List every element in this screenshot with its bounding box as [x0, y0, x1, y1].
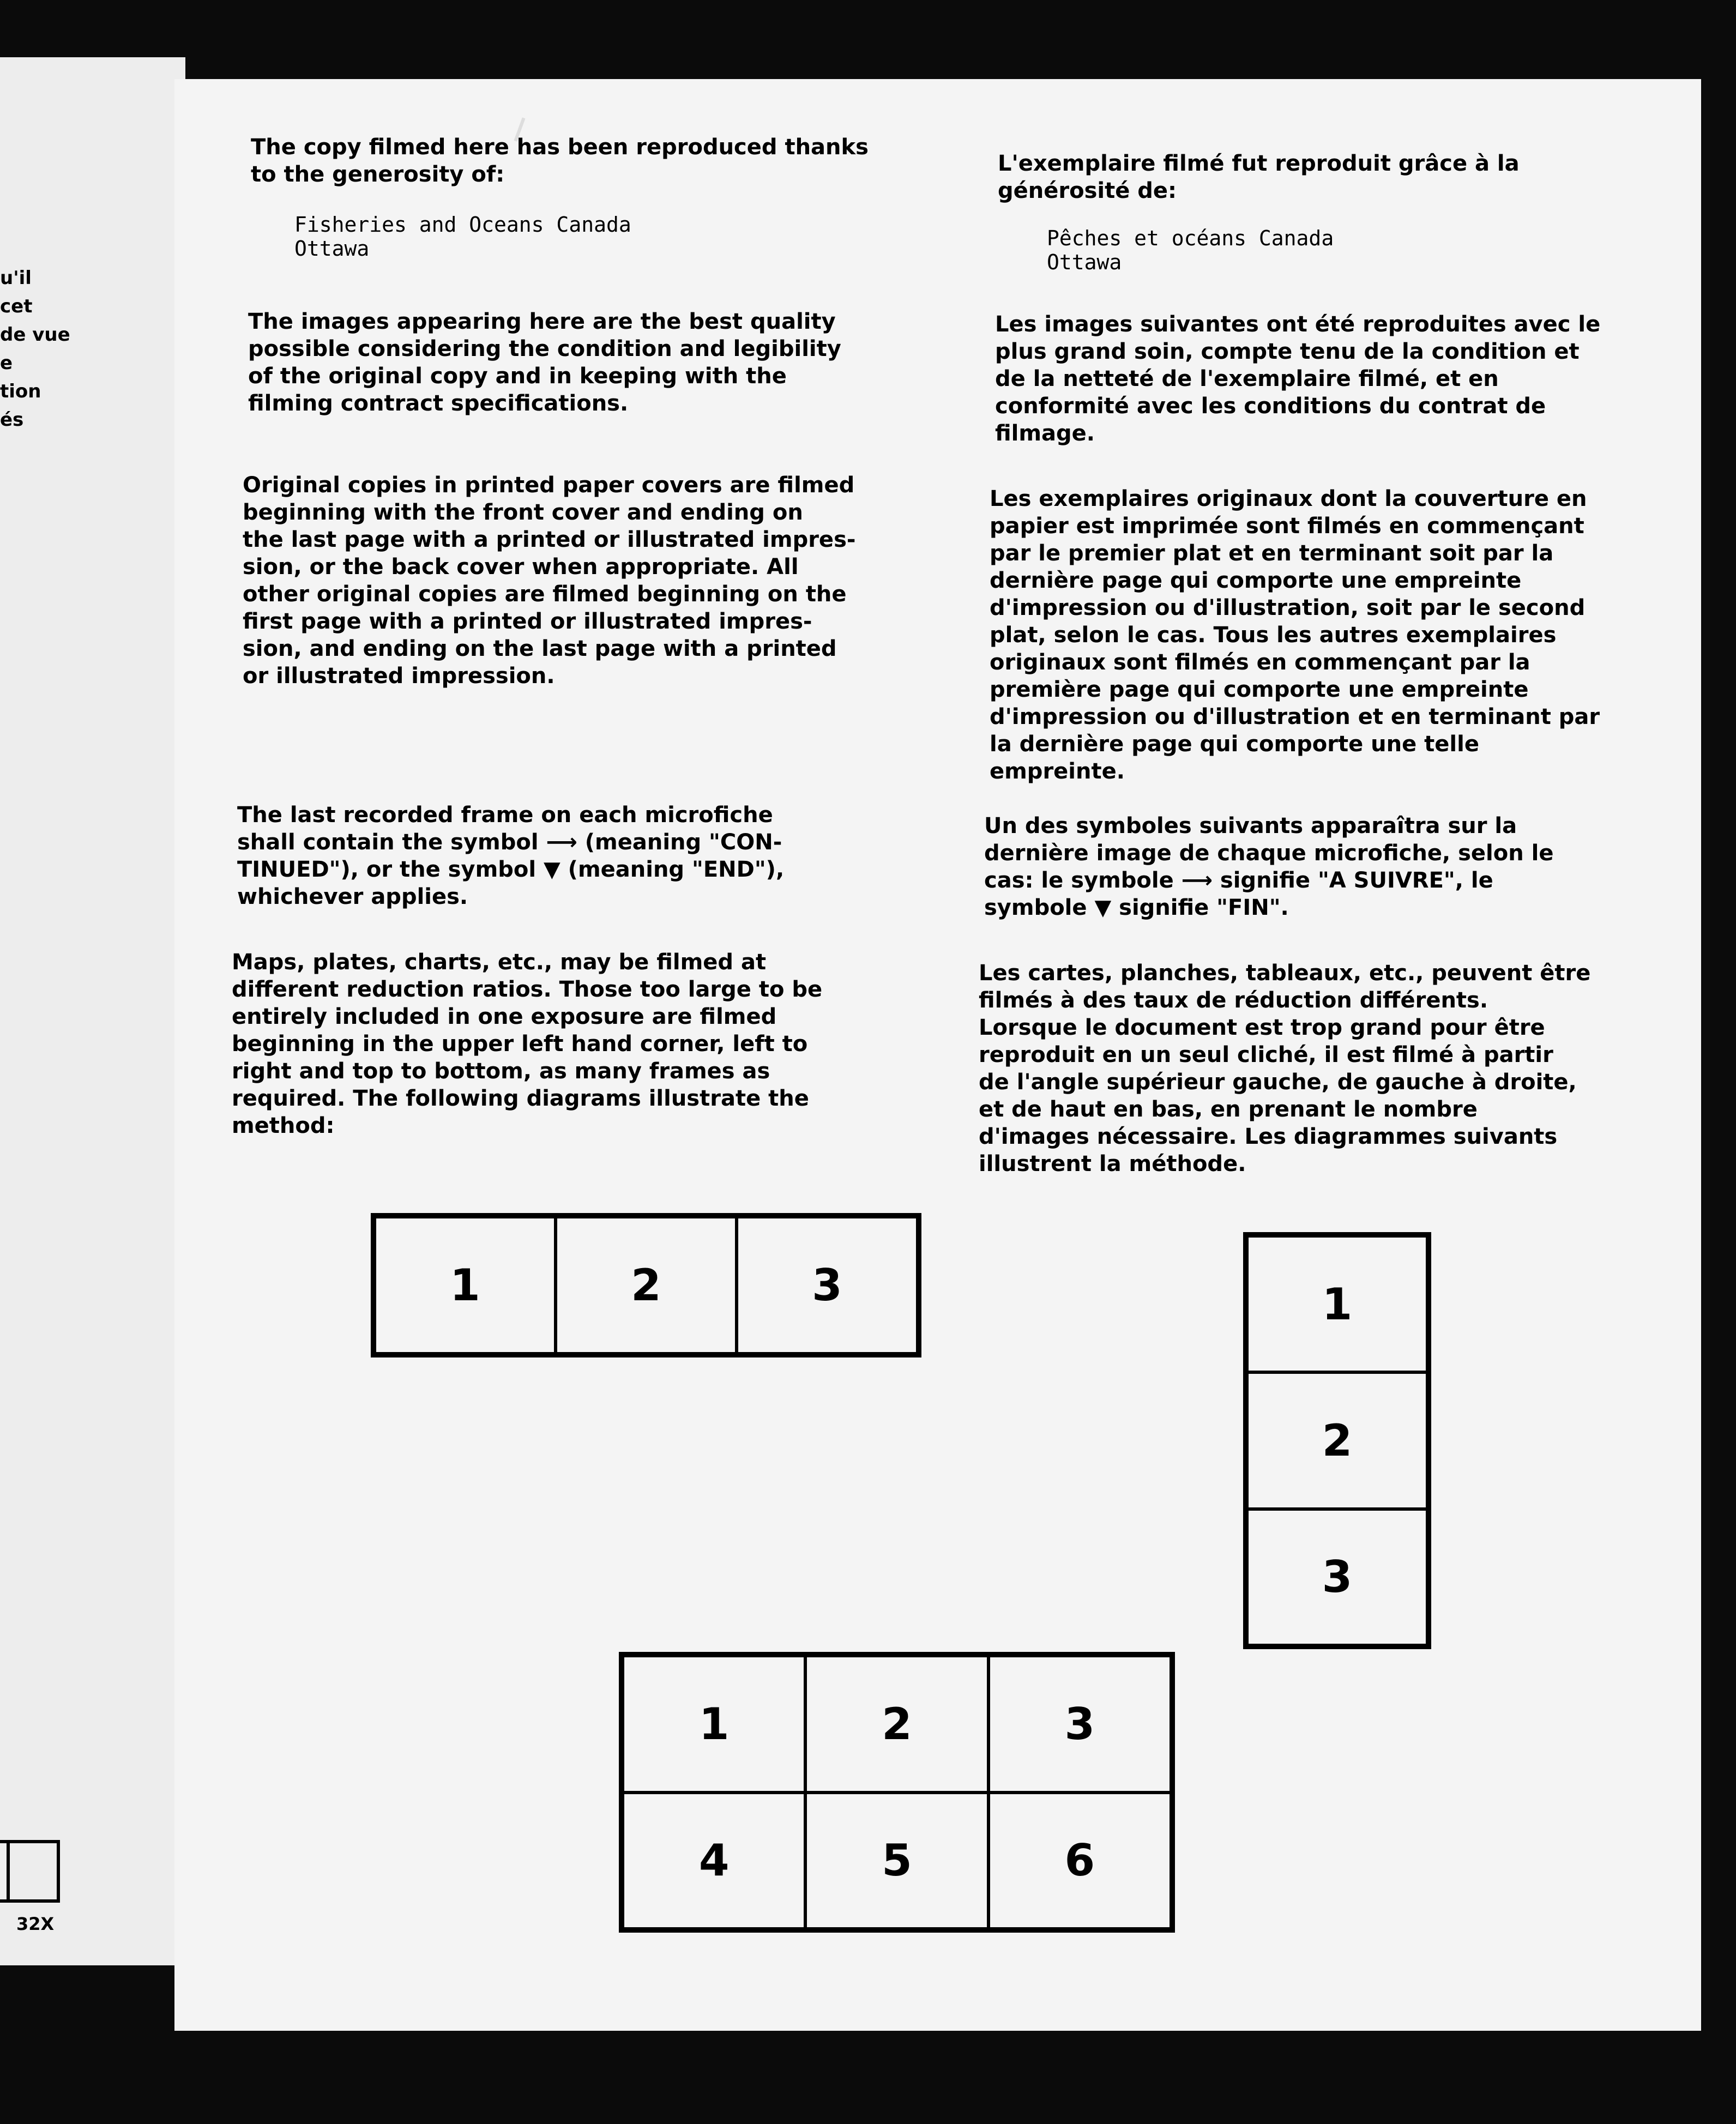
page-fragment: e	[0, 352, 13, 374]
french-quality: Les images suivantes ont été reproduites avec le plus grand soin, compte tenu de la condition et de la netteté de l'exemplaire filmé, et en conformité avec les conditions du contrat de filmage.	[995, 312, 1601, 446]
frame-cell: 5	[805, 1793, 988, 1929]
resolution-target	[0, 1840, 60, 1903]
page-fragment: és	[0, 409, 24, 431]
frame-cell: 3	[988, 1656, 1171, 1793]
english-thanks: The copy filmed here has been reproduced thanks to the generosity of:	[251, 135, 869, 187]
frame-cell: 4	[623, 1793, 805, 1929]
microfiche-target-page	[174, 79, 1701, 2031]
frame-cell: 1	[623, 1656, 805, 1793]
frame-cell: 1	[1247, 1236, 1427, 1372]
frame-cell: 3	[1247, 1509, 1427, 1645]
page-fragment: cet	[0, 295, 33, 317]
frame-cell: 3	[737, 1217, 918, 1354]
frame-cell: 6	[988, 1793, 1171, 1929]
frame-cell: 2	[556, 1217, 737, 1354]
adjacent-page	[0, 57, 185, 1965]
english-institution: Fisheries and Oceans Canada Ottawa	[294, 213, 631, 261]
french-thanks: L'exemplaire filmé fut reproduit grâce à la générosité de:	[998, 151, 1520, 203]
page-fragment: tion	[0, 381, 41, 402]
french-originals: Les exemplaires originaux dont la couverture en papier est imprimée sont filmés en commençant par le premier plat et en terminant soit par la dernière page qui comporte une empreinte d'impression ou d'illustration, soit par le second plat, selon le cas. Tous les autres exemplaires originaux sont filmés en commençant par la première page qui comporte une empreinte d'impression ou d'illustration et en terminant par la dernière page qui comporte une telle empreinte.	[990, 486, 1600, 784]
diagram-grid	[619, 1652, 1175, 1933]
english-originals: Original copies in printed paper covers are filmed beginning with the front cover and ending on the last page with a printed or illustrated impres- sion, or the back cover when appropriate. All other original copies are filmed beginning on the first page with a printed or illustrated impres- sion, and ending on the last page with a printed or illustrated impression.	[243, 473, 856, 689]
page-fragment: de vue	[0, 324, 70, 346]
diagram-vertical	[1243, 1232, 1431, 1649]
french-institution: Pêches et océans Canada Ottawa	[1047, 226, 1334, 274]
french-maps: Les cartes, planches, tableaux, etc., peuvent être filmés à des taux de réduction différents. Lorsque le document est trop grand pour être reproduit en un seul cliché, il est filmé à partir de l'angle supérieur gauche, de gauche à droite, et de haut en bas, en prenant le nombre d'images nécessaire. Les diagrammes suivants illustrent la méthode.	[979, 961, 1591, 1176]
frame-cell: 2	[805, 1656, 988, 1793]
english-quality: The images appearing here are the best quality possible considering the condition and legibility of the original copy and in keeping with the filming contract specifications.	[248, 309, 841, 416]
frame-cell: 2	[1247, 1372, 1427, 1508]
magnification-label: 32X	[16, 1914, 55, 1934]
english-maps: Maps, plates, charts, etc., may be filmed at different reduction ratios. Those too large to be entirely included in one exposure are filmed beginning in the upper left hand corner, left to right and top to bottom, as many frames as required. The following diagrams illustrate the method:	[232, 950, 823, 1138]
english-symbols: The last recorded frame on each microfiche shall contain the symbol ⟶ (meaning "CON- TINUED"), or the symbol ▼ (meaning "END"), whichever applies.	[237, 802, 785, 909]
frame-cell: 1	[375, 1217, 556, 1354]
diagram-horizontal	[371, 1213, 921, 1357]
page-fragment: u'il	[0, 267, 32, 289]
french-symbols: Un des symboles suivants apparaîtra sur la dernière image de chaque microfiche, selon le cas: le symbole ⟶ signifie "A SUIVRE", le symbole ▼ signifie "FIN".	[984, 813, 1554, 920]
